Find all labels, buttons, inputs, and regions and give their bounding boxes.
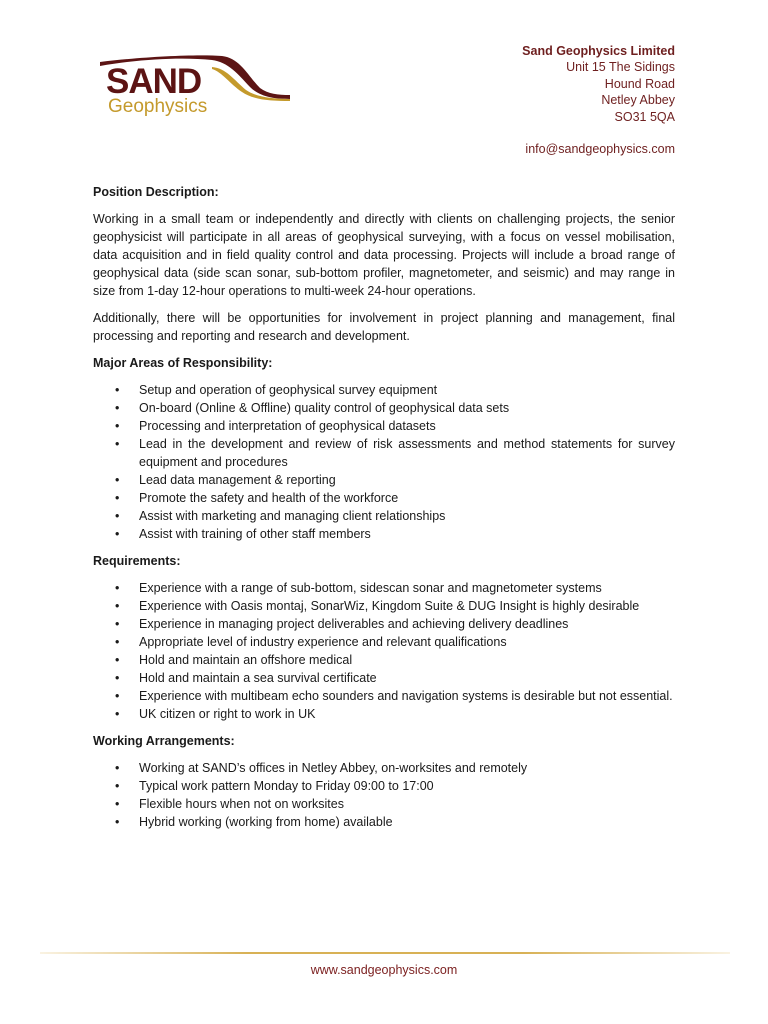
list-item: • Hold and maintain a sea survival certificate: [93, 669, 675, 687]
position-paragraph-2: Additionally, there will be opportunities for involvement in project planning and management, final processing and reporting and research and development.: [93, 311, 675, 343]
requirements-heading: Requirements:: [93, 554, 181, 568]
address-line-3: Netley Abbey: [601, 93, 675, 108]
list-item: • Lead data management & reporting: [93, 471, 675, 489]
list-item: • UK citizen or right to work in UK: [93, 705, 675, 723]
responsibilities-list: [93, 381, 675, 543]
list-item: • Hold and maintain an offshore medical: [93, 651, 675, 669]
sand-geophysics-logo: [100, 54, 292, 120]
list-item: • Assist with training of other staff members: [93, 525, 675, 543]
responsibilities-heading: Major Areas of Responsibility:: [93, 356, 273, 370]
list-item: • Processing and interpretation of geophysical datasets: [93, 417, 675, 435]
working-arrangements-list: [93, 759, 675, 831]
position-paragraph-1: Working in a small team or independently and directly with clients on challenging projects, the senior geophysicist will participate in all areas of geophysical surveying, with a focus on vessel mobilisation, data acquisition and in field quality control and data processing. Projects will include a broad range of geophysical data (side scan sonar, sub-bottom profiler, magnetometer, and seismic) and may range in size from 1-day 12-hour operations to multi-week 24-hour operations.: [93, 212, 675, 298]
website-link[interactable]: www.sandgeophysics.com: [310, 963, 458, 977]
logo-wordmark: SAND: [106, 62, 202, 101]
list-item: • Experience in managing project deliverables and achieving delivery deadlines: [93, 615, 675, 633]
list-item: • Experience with multibeam echo sounders and navigation systems is desirable but not essential.: [93, 687, 675, 705]
list-item: • On-board (Online & Offline) quality control of geophysical data sets: [93, 399, 675, 417]
job-description-body: [93, 183, 675, 840]
list-item: • Experience with a range of sub-bottom, sidescan sonar and magnetometer systems: [93, 579, 675, 597]
address-postcode: SO31 5QA: [614, 109, 675, 124]
position-heading: Position Description:: [93, 185, 219, 199]
company-name: Sand Geophysics Limited: [522, 44, 675, 58]
list-item: • Flexible hours when not on worksites: [93, 795, 675, 813]
list-item: • Setup and operation of geophysical survey equipment: [93, 381, 675, 399]
list-item: • Working at SAND’s offices in Netley Abbey, on-worksites and remotely: [93, 759, 675, 777]
company-address: [522, 43, 675, 157]
list-item: • Hybrid working (working from home) available: [93, 813, 675, 831]
address-line-1: Unit 15 The Sidings: [566, 60, 675, 75]
requirements-list: [93, 579, 675, 723]
logo-subtitle: Geophysics: [108, 96, 208, 117]
list-item: • Assist with marketing and managing client relationships: [93, 507, 675, 525]
footer-divider: [40, 952, 730, 954]
list-item: • Lead in the development and review of risk assessments and method statements for survey equipment and procedures: [93, 435, 675, 471]
list-item: • Promote the safety and health of the workforce: [93, 489, 675, 507]
address-line-2: Hound Road: [604, 76, 675, 91]
list-item: • Typical work pattern Monday to Friday 09:00 to 17:00: [93, 777, 675, 795]
email-link[interactable]: info@sandgeophysics.com: [525, 142, 675, 157]
working-arrangements-heading: Working Arrangements:: [93, 734, 235, 748]
list-item: • Appropriate level of industry experience and relevant qualifications: [93, 633, 675, 651]
list-item: • Experience with Oasis montaj, SonarWiz, Kingdom Suite & DUG Insight is highly desirable: [93, 597, 675, 615]
